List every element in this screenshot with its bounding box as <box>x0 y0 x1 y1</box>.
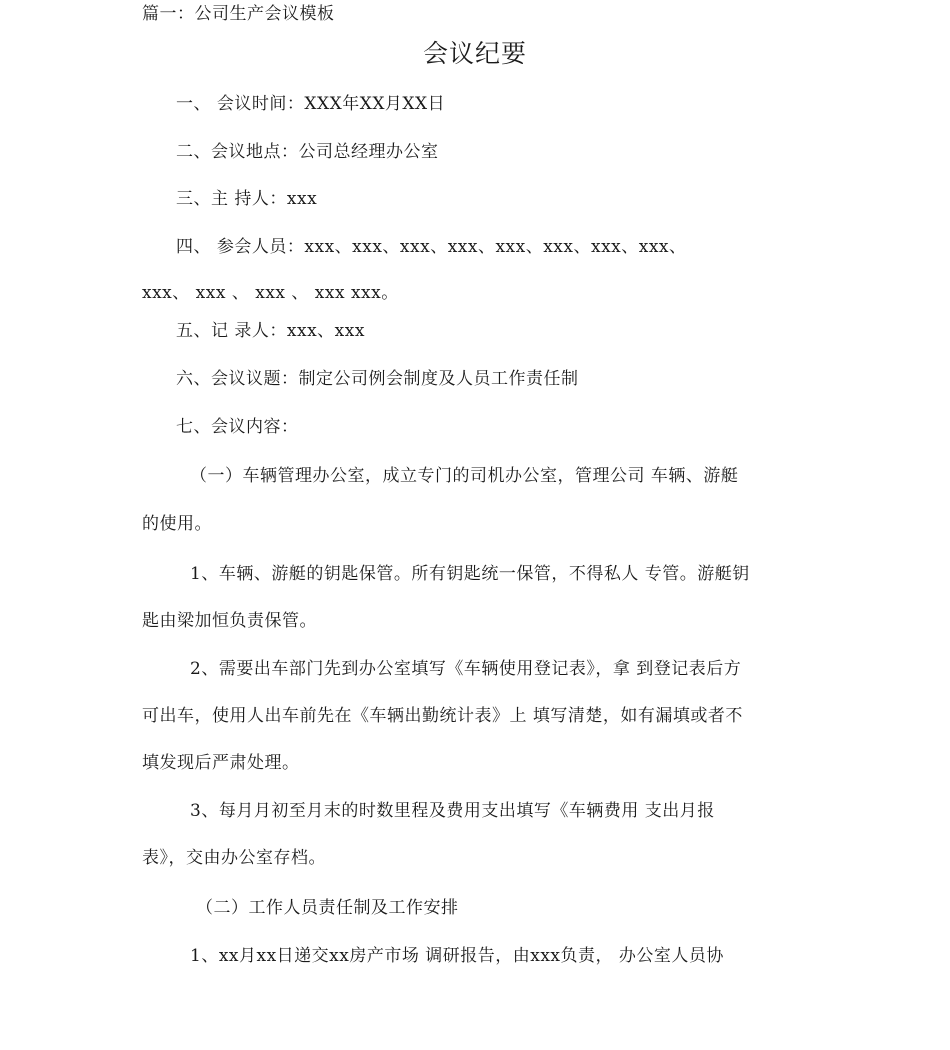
meeting-attendees-line-1: 四、 参会人员：xxx、xxx、xxx、xxx、xxx、xxx、xxx、xxx、 <box>176 237 687 257</box>
meeting-topic: 六、会议议题：制定公司例会制度及人员工作责任制 <box>176 369 579 389</box>
section-1-item-1-line-1: 1、车辆、游艇的钥匙保管。所有钥匙统一保管，不得私人 专管。游艇钥 <box>190 564 750 584</box>
meeting-time: 一、 会议时间：XXX年XX月XX日 <box>176 94 446 114</box>
meeting-recorder: 五、记 录人：xxx、xxx <box>176 321 365 341</box>
meeting-content-heading: 七、会议内容： <box>176 417 299 437</box>
section-2-item-1-line-1: 1、xx月xx日递交xx房产市场 调研报告，由xxx负责， 办公室人员协 <box>190 946 724 966</box>
meeting-place: 二、会议地点：公司总经理办公室 <box>176 142 439 162</box>
page-title: 会议纪要 <box>422 39 527 68</box>
meeting-host: 三、主 持人：xxx <box>176 189 318 209</box>
section-1-item-2-line-2: 可出车，使用人出车前先在《车辆出勤统计表》上 填写清楚，如有漏填或者不 <box>142 706 743 726</box>
meeting-attendees-line-2: xxx、 xxx 、 xxx 、 xxx xxx。 <box>142 283 399 303</box>
section-1-item-1-line-2: 匙由梁加恒负责保管。 <box>142 611 317 631</box>
section-2-heading: （二）工作人员责任制及工作安排 <box>196 898 459 918</box>
section-1-item-2-line-1: 2、需要出车部门先到办公室填写《车辆使用登记表》，拿 到登记表后方 <box>190 659 742 679</box>
section-1-item-3-line-2: 表》，交由办公室存档。 <box>142 848 326 868</box>
section-1-item-3-line-1: 3、每月月初至月末的时数里程及费用支出填写《车辆费用 支出月报 <box>190 801 715 821</box>
document-header: 篇一：公司生产会议模板 <box>142 4 335 24</box>
section-1-item-2-line-3: 填发现后严肃处理。 <box>142 753 300 773</box>
section-1-heading-line-2: 的使用。 <box>142 514 212 534</box>
section-1-heading-line-1: （一）车辆管理办公室，成立专门的司机办公室，管理公司 车辆、游艇 <box>190 466 739 486</box>
